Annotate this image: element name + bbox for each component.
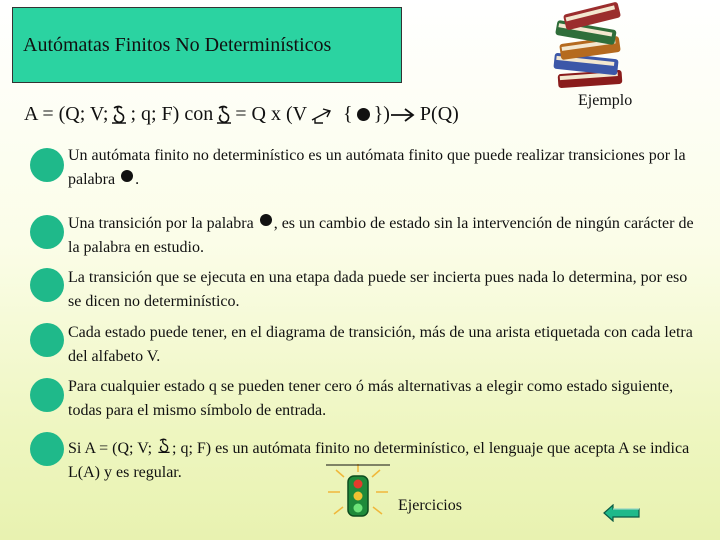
formula-part-3: = Q x (V	[235, 103, 308, 125]
books-icon[interactable]	[544, 0, 634, 96]
title-box	[12, 7, 402, 83]
bullet-icon	[30, 378, 64, 412]
bullet-icon	[30, 323, 64, 357]
delta-symbol-icon	[110, 105, 128, 125]
right-arrow-icon	[390, 107, 416, 123]
lambda-dot-icon	[357, 108, 370, 121]
formula-part-6: P(Q)	[419, 103, 459, 125]
paragraph-1	[68, 144, 698, 192]
lambda-dot-icon	[260, 214, 272, 226]
formula	[24, 103, 459, 126]
paragraph-1-text: Un autómata finito no determinístico es un autómata finito que puede realizar transiciones por la palabra	[68, 147, 686, 188]
paragraph-2-text: Una transición por la palabra	[68, 215, 254, 232]
page-title: Autómatas Finitos No Determinísticos	[23, 33, 332, 56]
formula-part-2: ; q; F) con	[130, 103, 214, 125]
paragraph-2	[68, 212, 698, 260]
formula-part-1: A = (Q; V;	[24, 103, 109, 125]
bullet-icon	[30, 148, 64, 182]
delta-symbol-icon	[215, 105, 233, 125]
paragraph-6-tail: ; q; F) es un autómata finito no determinístico, el lenguaje que acepta A se indica L(A) y es regular.	[68, 440, 690, 481]
back-arrow-icon[interactable]	[603, 504, 641, 522]
ejemplo-link[interactable]: Ejemplo	[578, 92, 633, 109]
paragraph-4: Cada estado puede tener, en el diagrama de transición, más de una arista etiquetada con cada letra del alfabeto V.	[68, 324, 693, 365]
paragraph-5: Para cualquier estado q se pueden tener cero ó más alternativas a elegir como estado siguiente, todas para el mismo símbolo de entrada.	[68, 378, 674, 419]
traffic-light-icon[interactable]	[326, 462, 390, 522]
bullet-icon	[30, 432, 64, 466]
paragraph-3: La transición que se ejecuta en una etapa dada puede ser incierta pues nada lo determina, por eso se dicen no determinístico.	[68, 269, 688, 310]
paragraph-2-tail: , es un cambio de estado sin la intervención de ningún carácter de la palabra en estudio.	[68, 215, 694, 256]
formula-part-5: })	[373, 103, 390, 125]
paragraph-6-text: Si A = (Q; V;	[68, 440, 153, 457]
bullet-icon	[30, 268, 64, 302]
union-arrow-icon	[309, 105, 335, 125]
ejercicios-link[interactable]: Ejercicios	[398, 497, 462, 514]
paragraph-1-tail: .	[135, 171, 140, 188]
lambda-dot-icon	[121, 170, 133, 182]
delta-symbol-icon	[156, 438, 172, 454]
formula-part-4: {	[343, 103, 353, 125]
bullet-icon	[30, 215, 64, 249]
